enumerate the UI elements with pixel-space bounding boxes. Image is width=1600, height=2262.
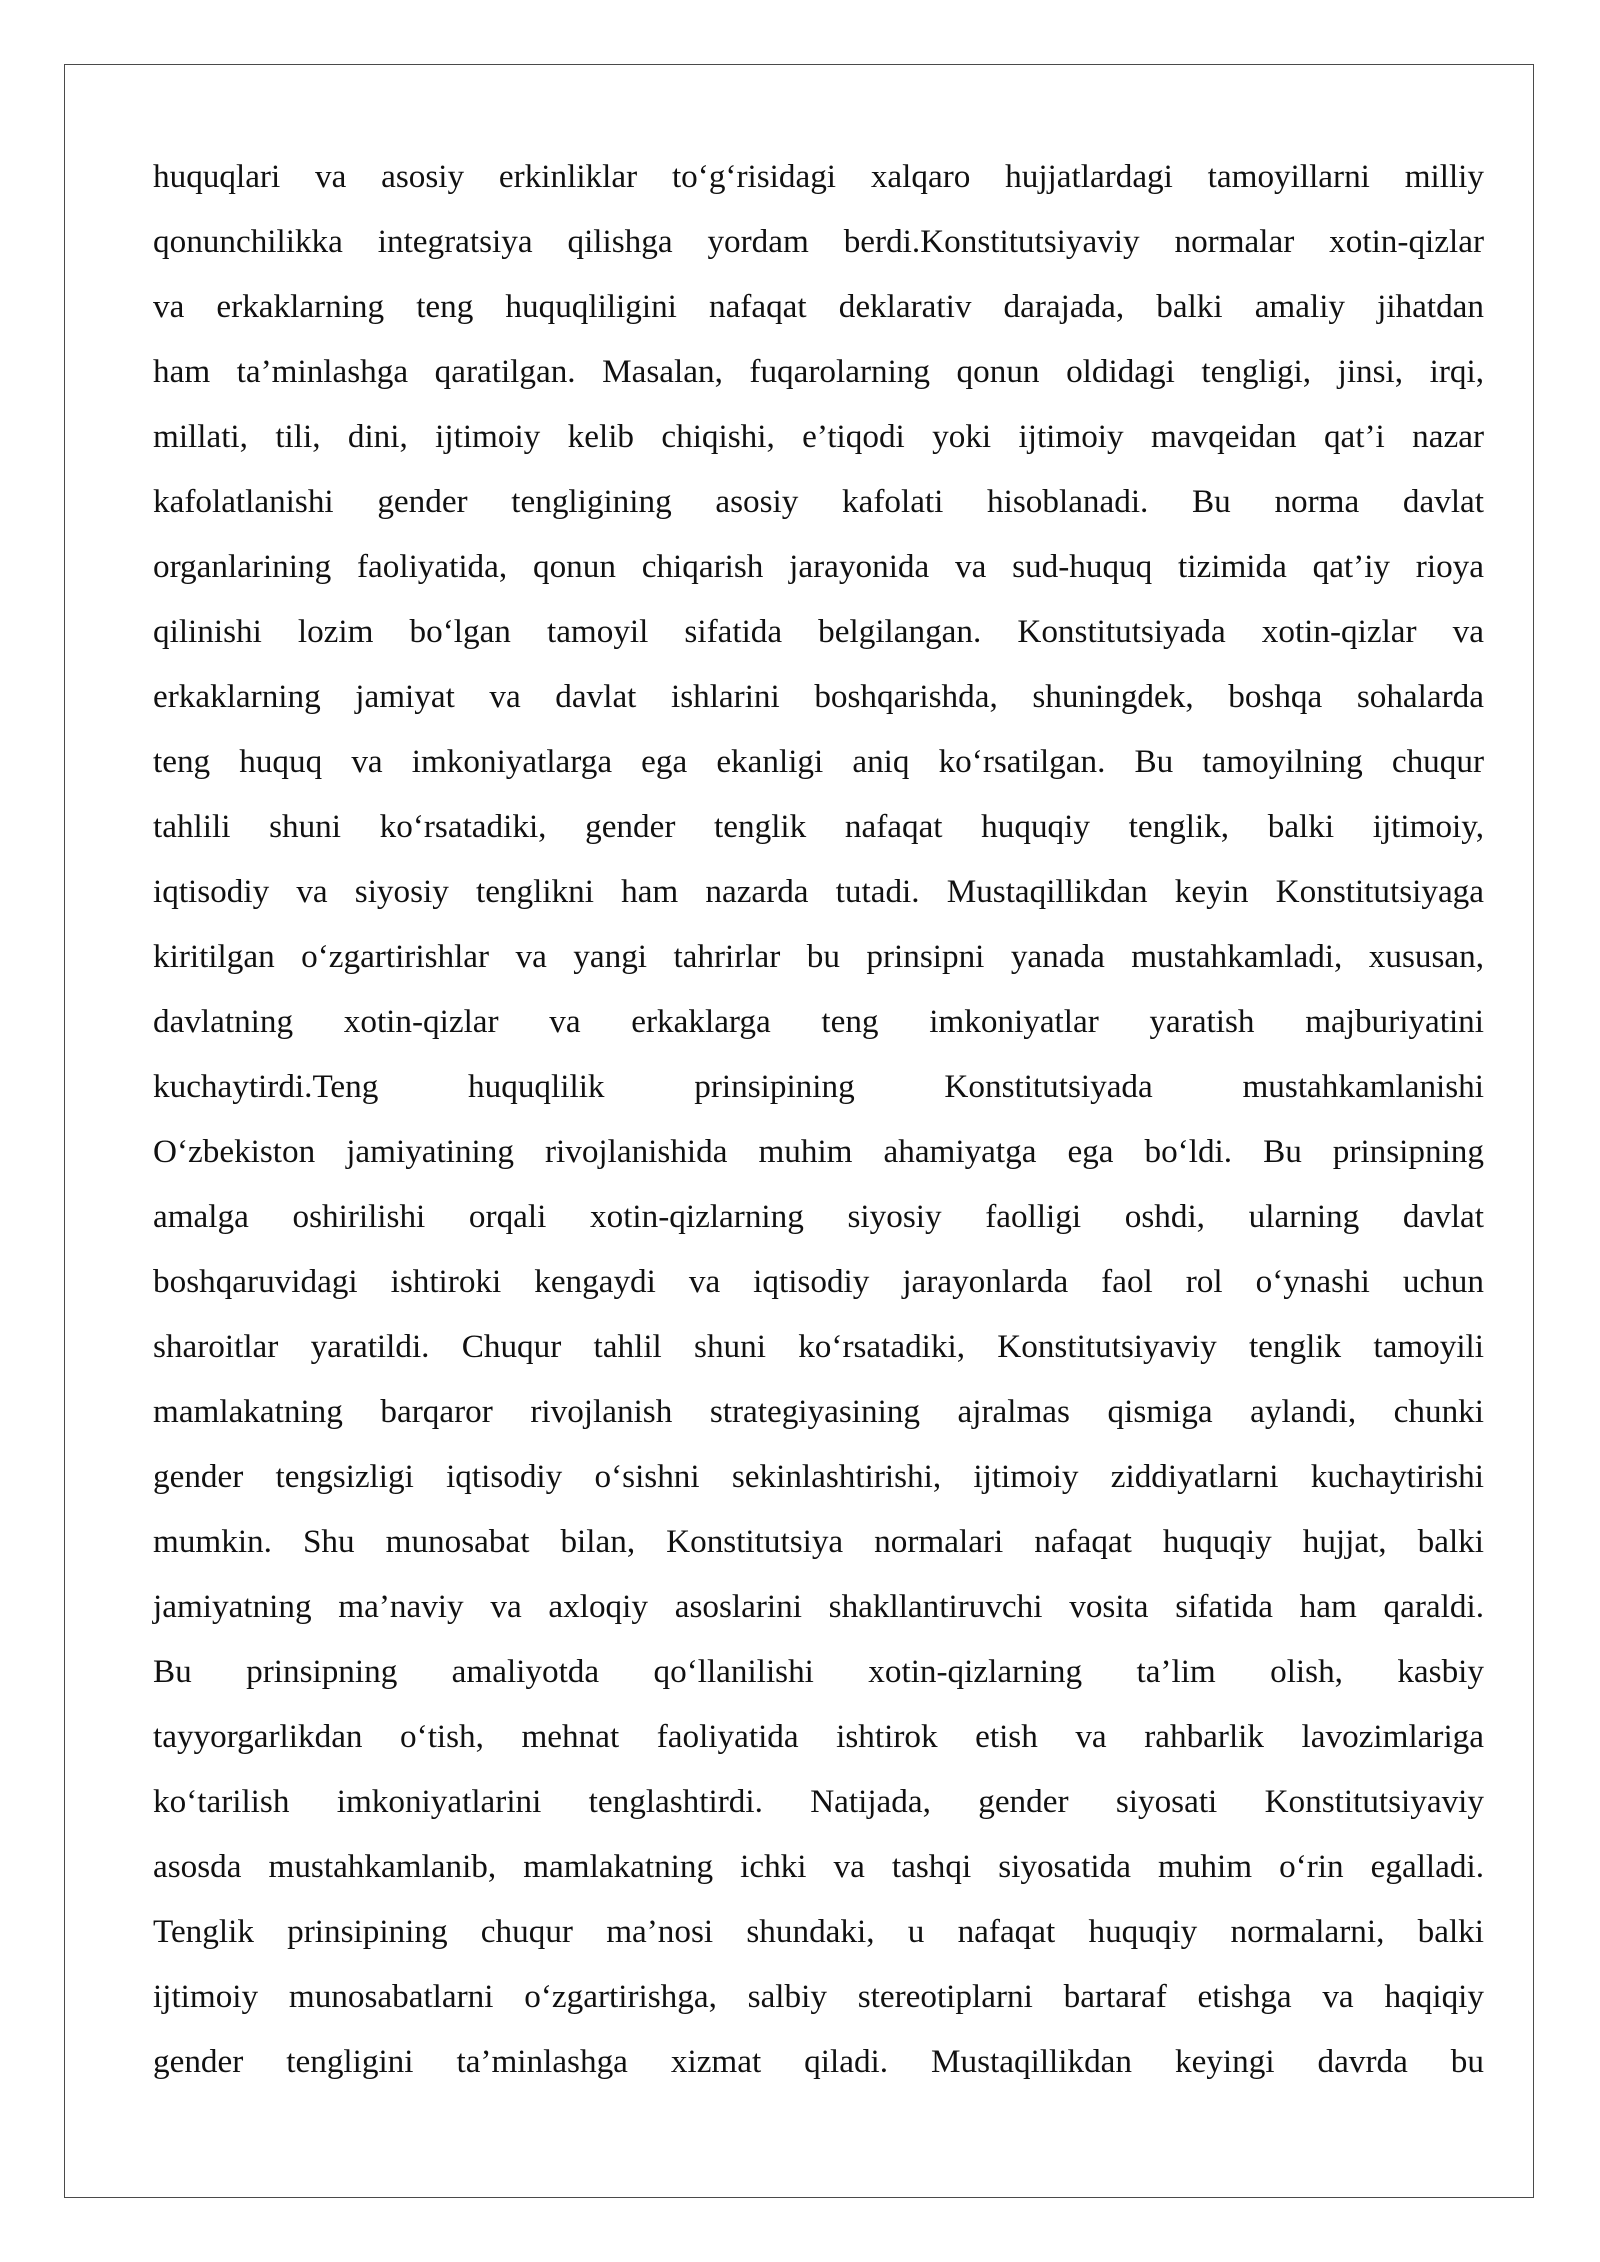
text-line: tayyorgarlikdan o‘tish, mehnat faoliyatida ishtirok etish va rahbarlik lavozimlariga <box>153 1718 1484 1755</box>
text-line: erkaklarning jamiyat va davlat ishlarini boshqarishda, shuningdek, boshqa sohalarda <box>153 678 1484 715</box>
text-line: kuchaytirdi.Teng huquqlilik prinsipining Konstitutsiyada mustahkamlanishi <box>153 1068 1484 1105</box>
text-line: ko‘tarilish imkoniyatlarini tenglashtirdi. Natijada, gender siyosati Konstitutsiyaviy <box>153 1783 1484 1820</box>
text-line: Bu prinsipning amaliyotda qo‘llanilishi xotin-qizlarning ta’lim olish, kasbiy <box>153 1653 1484 1690</box>
text-line: va erkaklarning teng huquqliligini nafaqat deklarativ darajada, balki amaliy jihatdan <box>153 288 1484 325</box>
text-line: sharoitlar yaratildi. Chuqur tahlil shuni ko‘rsatadiki, Konstitutsiyaviy tenglik tamoyili <box>153 1328 1484 1365</box>
text-line: ijtimoiy munosabatlarni o‘zgartirishga, salbiy stereotiplarni bartaraf etishga va haqiqiy <box>153 1978 1484 2015</box>
text-line: teng huquq va imkoniyatlarga ega ekanligi aniq ko‘rsatilgan. Bu tamoyilning chuqur <box>153 743 1484 780</box>
text-line: gender tengsizligi iqtisodiy o‘sishni sekinlashtirishi, ijtimoiy ziddiyatlarni kuchaytirishi <box>153 1458 1484 1495</box>
text-line: amalga oshirilishi orqali xotin-qizlarning siyosiy faolligi oshdi, ularning davlat <box>153 1198 1484 1235</box>
text-line: mamlakatning barqaror rivojlanish strategiyasining ajralmas qismiga aylandi, chunki <box>153 1393 1484 1430</box>
text-line: qonunchilikka integratsiya qilishga yordam berdi.Konstitutsiyaviy normalar xotin-qizlar <box>153 223 1484 260</box>
text-line: O‘zbekiston jamiyatining rivojlanishida muhim ahamiyatga ega bo‘ldi. Bu prinsipning <box>153 1133 1484 1170</box>
text-line: kafolatlanishi gender tengligining asosiy kafolati hisoblanadi. Bu norma davlat <box>153 483 1484 520</box>
text-line: Tenglik prinsipining chuqur ma’nosi shundaki, u nafaqat huquqiy normalarni, balki <box>153 1913 1484 1950</box>
text-line: gender tengligini ta’minlashga xizmat qiladi. Mustaqillikdan keyingi davrda bu <box>153 2043 1484 2080</box>
text-line: tahlili shuni ko‘rsatadiki, gender tenglik nafaqat huquqiy tenglik, balki ijtimoiy, <box>153 808 1484 845</box>
text-line: jamiyatning ma’naviy va axloqiy asoslarini shakllantiruvchi vosita sifatida ham qaraldi. <box>153 1588 1484 1625</box>
text-line: kiritilgan o‘zgartirishlar va yangi tahrirlar bu prinsipni yanada mustahkamladi, xususan, <box>153 938 1484 975</box>
text-line: millati, tili, dini, ijtimoiy kelib chiqishi, e’tiqodi yoki ijtimoiy mavqeidan qat’i nazar <box>153 418 1484 455</box>
text-line: huquqlari va asosiy erkinliklar to‘g‘risidagi xalqaro hujjatlardagi tamoyillarni milliy <box>153 158 1484 195</box>
text-line: iqtisodiy va siyosiy tenglikni ham nazarda tutadi. Mustaqillikdan keyin Konstitutsiyaga <box>153 873 1484 910</box>
text-line: ham ta’minlashga qaratilgan. Masalan, fuqarolarning qonun oldidagi tengligi, jinsi, irqi, <box>153 353 1484 390</box>
text-line: mumkin. Shu munosabat bilan, Konstitutsiya normalari nafaqat huquqiy hujjat, balki <box>153 1523 1484 1560</box>
text-line: davlatning xotin-qizlar va erkaklarga teng imkoniyatlar yaratish majburiyatini <box>153 1003 1484 1040</box>
body-text <box>153 144 1484 2094</box>
text-line: qilinishi lozim bo‘lgan tamoyil sifatida belgilangan. Konstitutsiyada xotin-qizlar va <box>153 613 1484 650</box>
text-line: boshqaruvidagi ishtiroki kengaydi va iqtisodiy jarayonlarda faol rol o‘ynashi uchun <box>153 1263 1484 1300</box>
text-line: organlarining faoliyatida, qonun chiqarish jarayonida va sud-huquq tizimida qat’iy rioya <box>153 548 1484 585</box>
text-line: asosda mustahkamlanib, mamlakatning ichki va tashqi siyosatida muhim o‘rin egalladi. <box>153 1848 1484 1885</box>
